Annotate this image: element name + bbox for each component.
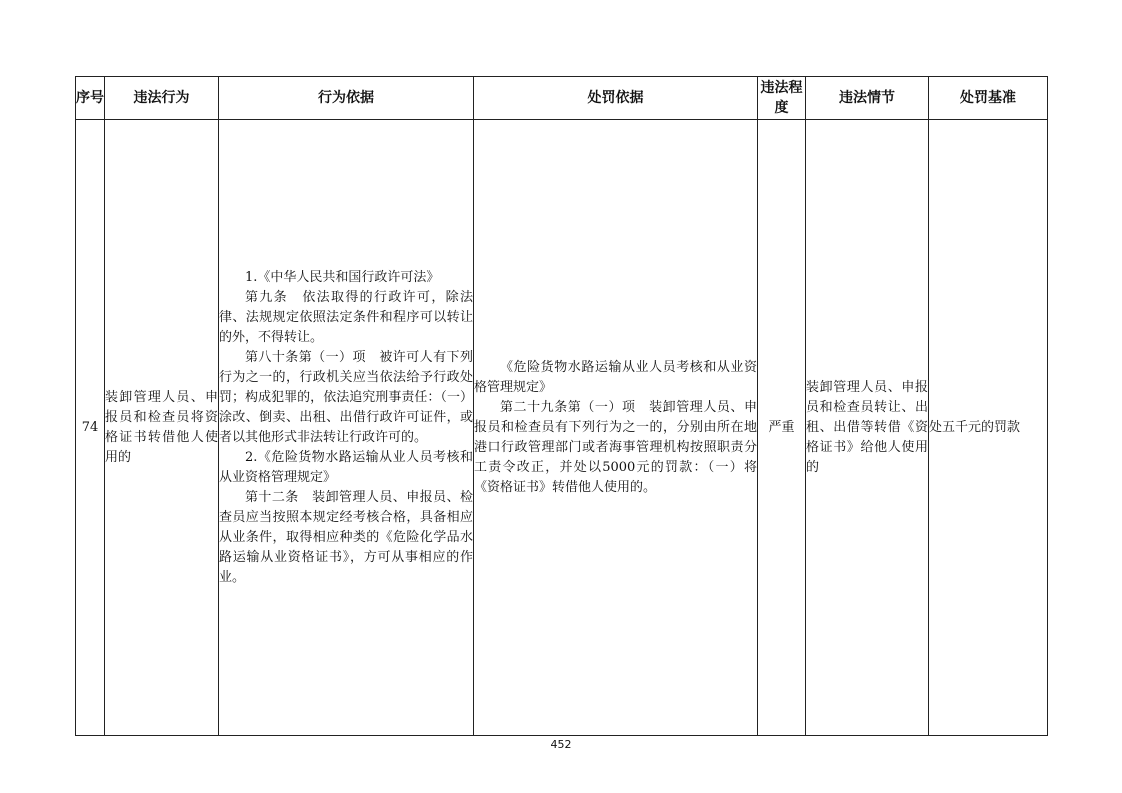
header-standard: 处罚基准 <box>929 77 1048 120</box>
cell-standard: 处五千元的罚款 <box>929 120 1048 736</box>
basis-paragraph: 第八十条第（一）项 被许可人有下列行为之一的，行政机关应当依法给予行政处罚；构成犯罪的，依法追究刑事责任：（一）涂改、倒卖、出租、出借行政许可证件，或者以其他形式非法转让行政许可的。 <box>219 349 473 445</box>
cell-severity: 严重 <box>758 120 806 736</box>
cell-basis <box>219 120 474 736</box>
cell-violation: 装卸管理人员、申报员和检查员将资格证书转借他人使用的 <box>105 120 219 736</box>
header-penalty-basis: 处罚依据 <box>474 77 758 120</box>
header-circumstance: 违法情节 <box>806 77 929 120</box>
header-severity: 违法程度 <box>758 77 806 120</box>
cell-penalty-basis <box>474 120 758 736</box>
header-basis: 行为依据 <box>219 77 474 120</box>
basis-paragraph: 1.《中华人民共和国行政许可法》 <box>245 269 440 285</box>
table-row <box>76 120 1048 736</box>
basis-paragraph: 2.《危险货物水路运输从业人员考核和从业资格管理规定》 <box>219 449 473 485</box>
page-number: 452 <box>550 738 572 751</box>
header-index: 序号 <box>76 77 105 120</box>
cell-index: 74 <box>76 120 105 736</box>
table-header-row <box>76 77 1048 120</box>
penalty-standard-table <box>75 76 1048 736</box>
header-violation: 违法行为 <box>105 77 219 120</box>
basis-paragraph: 第十二条 装卸管理人员、申报员、检查员应当按照本规定经考核合格，具备相应从业条件，取得相应种类的《危险化学品水路运输从业资格证书》，方可从事相应的作业。 <box>219 489 473 585</box>
penalty-paragraph: 第二十九条第（一）项 装卸管理人员、申报员和检查员有下列行为之一的，分别由所在地港口行政管理部门或者海事管理机构按照职责分工责令改正，并处以5000元的罚款：（一）将《资格证书》转借他人使用的。 <box>474 399 757 495</box>
cell-circumstance: 装卸管理人员、申报员和检查员转让、出租、出借等转借《资格证书》给他人使用的 <box>806 120 929 736</box>
basis-paragraph: 第九条 依法取得的行政许可，除法律、法规规定依照法定条件和程序可以转让的外，不得转让。 <box>219 289 473 345</box>
penalty-paragraph: 《危险货物水路运输从业人员考核和从业资格管理规定》 <box>474 359 757 395</box>
